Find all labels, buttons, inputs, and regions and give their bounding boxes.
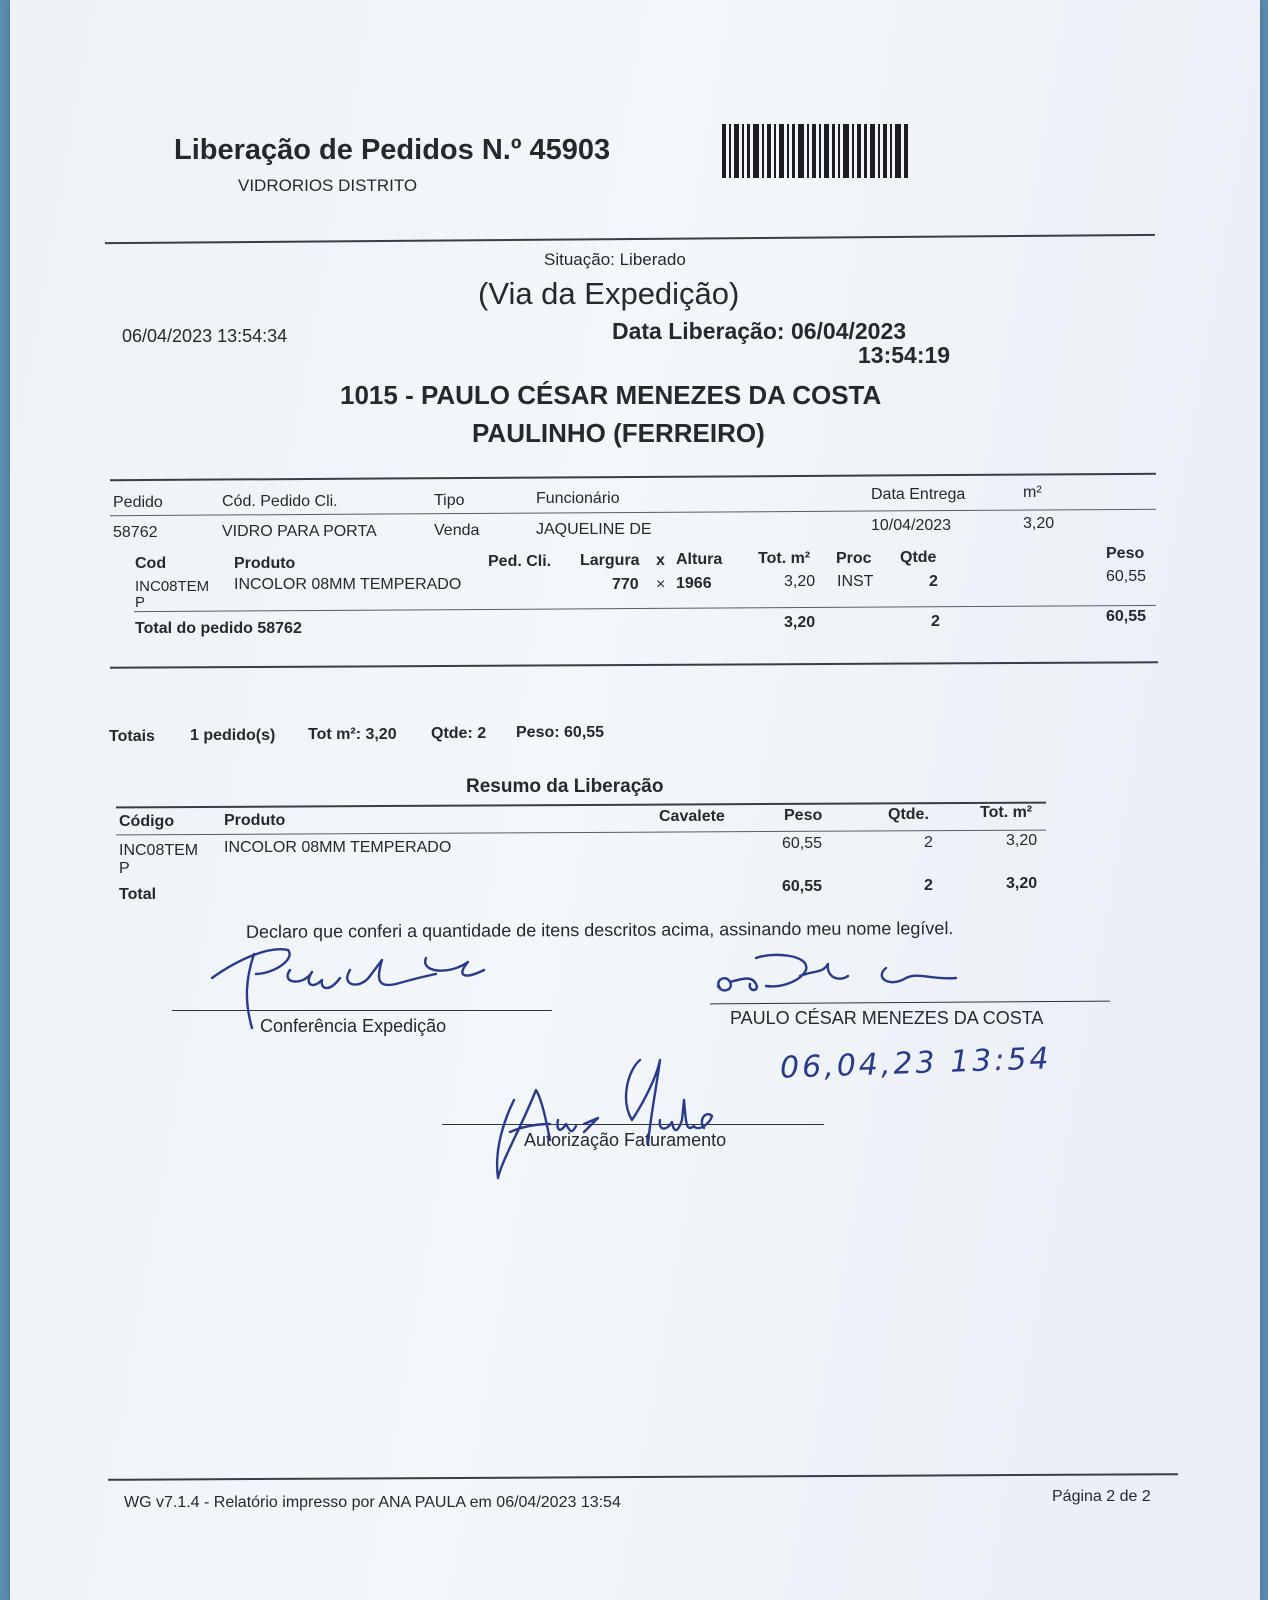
item-header-cod: Cod <box>135 555 167 572</box>
item-proc: INST <box>837 573 874 590</box>
item-cod-line1: INC08TEM <box>135 578 210 595</box>
summary-header-rule <box>116 830 1046 836</box>
header-m2: m² <box>1023 484 1042 501</box>
order-table-bottom-rule <box>110 661 1158 668</box>
item-header-qtde: Qtde <box>900 549 937 566</box>
document-title: Liberação de Pedidos N.º 45903 <box>174 134 611 166</box>
item-header-ped-cli: Ped. Cli. <box>488 553 552 570</box>
order-pedido: 58762 <box>113 524 158 541</box>
summary-total-tot-m2: 3,20 <box>1006 875 1038 892</box>
order-total-rule <box>134 605 1156 612</box>
footer-printed-by: WG v7.1.4 - Relatório impresso por ANA PAULA em 06/04/2023 13:54 <box>124 1494 621 1511</box>
summary-header-peso: Peso <box>784 807 823 824</box>
status-text: Situação: Liberado <box>544 250 686 269</box>
summary-header-codigo: Código <box>119 813 175 830</box>
item-x: × <box>656 576 666 593</box>
order-total-label: Total do pedido 58762 <box>135 620 302 637</box>
declaration-text: Declaro que conferi a quantidade de itens descritos acima, assinando meu nome legível. <box>245 918 954 942</box>
header-pedido: Pedido <box>113 494 163 511</box>
item-tot-m2: 3,20 <box>784 573 816 590</box>
item-header-peso: Peso <box>1106 545 1145 562</box>
header-tipo: Tipo <box>434 492 465 509</box>
signature-autorizacao-icon <box>480 1040 740 1190</box>
item-produto: INCOLOR 08MM TEMPERADO <box>234 576 462 593</box>
order-table-top-rule <box>110 473 1156 481</box>
summary-cod-line2: P <box>119 860 130 877</box>
client-nickname: PAULINHO (FERREIRO) <box>472 418 765 448</box>
order-tipo: Venda <box>434 522 480 539</box>
signature-label-conferencia: Conferência Expedição <box>260 1016 447 1036</box>
order-funcionario: JAQUELINE DE <box>536 521 652 538</box>
summary-header-cavalete: Cavalete <box>659 808 725 825</box>
summary-tot-m2: 3,20 <box>1006 832 1038 849</box>
order-data-entrega: 10/04/2023 <box>871 517 952 534</box>
print-datetime: 06/04/2023 13:54:34 <box>122 326 288 346</box>
item-header-x: x <box>656 552 665 569</box>
copy-label: (Via da Expedição) <box>478 276 740 311</box>
totals-label: Totais <box>109 728 155 745</box>
totals-tot-m2: Tot m²: 3,20 <box>308 726 397 743</box>
summary-header-produto: Produto <box>224 812 286 829</box>
release-time: 13:54:19 <box>858 342 951 368</box>
order-cod-cli: VIDRO PARA PORTA <box>222 523 377 540</box>
signature-cliente-icon <box>710 948 970 1008</box>
summary-header-qtde: Qtde. <box>888 806 929 823</box>
item-header-produto: Produto <box>234 555 296 572</box>
totals-peso: Peso: 60,55 <box>516 724 605 741</box>
summary-title: Resumo da Liberação <box>466 776 664 797</box>
client-name: 1015 - PAULO CÉSAR MENEZES DA COSTA <box>340 380 882 410</box>
summary-peso: 60,55 <box>782 835 823 852</box>
summary-produto: INCOLOR 08MM TEMPERADO <box>224 839 452 856</box>
signature-label-cliente: PAULO CÉSAR MENEZES DA COSTA <box>730 1008 1044 1028</box>
summary-total-peso: 60,55 <box>782 878 823 895</box>
item-largura: 770 <box>612 576 639 593</box>
item-peso: 60,55 <box>1106 568 1147 585</box>
barcode-icon <box>722 124 908 178</box>
signature-label-autorizacao: Autorização Faturamento <box>524 1130 727 1150</box>
order-total-m2: 3,20 <box>784 614 816 631</box>
item-cod-line2: P <box>135 594 146 611</box>
summary-header-tot-m2: Tot. m² <box>980 804 1033 821</box>
item-header-proc: Proc <box>836 550 872 567</box>
item-header-tot-m2: Tot. m² <box>758 550 811 567</box>
order-total-qtde: 2 <box>931 613 940 630</box>
summary-total-qtde: 2 <box>924 877 933 894</box>
footer-rule <box>108 1473 1178 1481</box>
handwritten-date: 06,04,23 13:54 <box>779 1041 1053 1086</box>
document-page <box>10 0 1260 1600</box>
header-data-entrega: Data Entrega <box>871 486 966 503</box>
header-funcionario: Funcionário <box>536 490 620 507</box>
order-total-peso: 60,55 <box>1106 608 1147 625</box>
totals-pedidos: 1 pedido(s) <box>190 727 276 744</box>
header-divider <box>105 234 1155 244</box>
item-altura: 1966 <box>676 575 712 592</box>
order-m2: 3,20 <box>1023 515 1055 532</box>
summary-total-label: Total <box>119 886 157 903</box>
footer-page-number: Página 2 de 2 <box>1052 1488 1151 1505</box>
item-header-altura: Altura <box>676 551 723 568</box>
summary-cod-line1: INC08TEM <box>119 842 199 859</box>
signature-conferencia-icon <box>200 940 500 1030</box>
company-name: VIDRORIOS DISTRITO <box>238 176 418 195</box>
item-header-largura: Largura <box>580 552 640 569</box>
totals-qtde: Qtde: 2 <box>431 725 487 742</box>
header-cod-pedido-cli: Cód. Pedido Cli. <box>222 493 338 510</box>
summary-qtde: 2 <box>924 834 933 851</box>
item-qtde: 2 <box>929 573 938 590</box>
release-date: Data Liberação: 06/04/2023 <box>612 318 907 344</box>
